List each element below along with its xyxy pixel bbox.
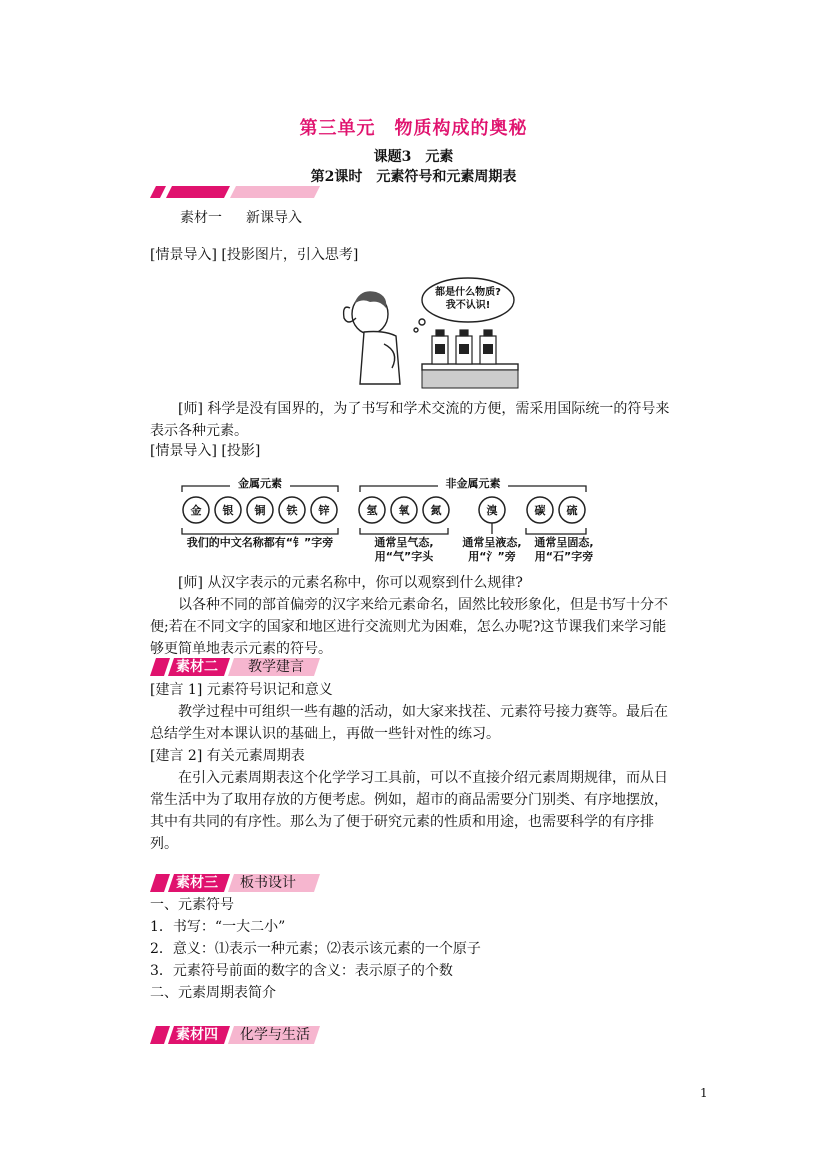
period-title: 第2课时 元素符号和元素周期表 [310, 169, 517, 185]
liquid-note-2: 用“氵”旁 [468, 550, 516, 563]
advice-1-title: [建言 1] 元素符号识记和意义 [150, 682, 333, 698]
element-label: 铜 [254, 504, 266, 517]
element-label: 氧 [398, 504, 410, 517]
solid-note-1: 通常呈固态, [534, 536, 594, 549]
element-label: 碳 [534, 504, 546, 517]
gas-note-2: 用“气”字头 [374, 550, 434, 563]
nonmetal-title: 非金属元素 [445, 477, 501, 490]
section1-banner [150, 186, 350, 206]
liquid-note-1: 通常呈液态, [462, 536, 522, 549]
intro-2: [情景导入] [投影] [150, 443, 261, 459]
element-label: 氢 [366, 504, 378, 517]
section2-title: 教学建言 [248, 659, 304, 675]
element-label: 银 [222, 504, 234, 517]
element-label: 锌 [318, 504, 330, 517]
section1-title: 新课导入 [246, 210, 302, 226]
speech-bubble-text [424, 286, 512, 312]
bubble-line-2: 我不认识! [445, 300, 491, 311]
paragraph-1: 以各种不同的部首偏旁的汉字来给元素命名，固然比较形象化，但是书写十分不便;若在不同文字的国家和地区进行交流则尤为困难，怎么办呢?这节课我们来学习能够更简单地表示元素的符号。 [150, 597, 668, 657]
metal-title: 金属元素 [238, 477, 282, 490]
lesson-title: 课题3 元素 [373, 149, 454, 165]
unit-title: 第三单元 物质构成的奥秘 [299, 118, 528, 139]
board-line-3: 2．意义：⑴表示一种元素；⑵表示该元素的一个原子 [150, 941, 481, 957]
element-classification-diagram [176, 466, 608, 566]
section4-label: 素材四 [176, 1027, 218, 1043]
section2-label: 素材二 [176, 659, 218, 675]
element-label: 氮 [430, 504, 442, 517]
advice-2-title: [建言 2] 有关元素周期表 [150, 748, 305, 764]
gas-elements [359, 497, 449, 523]
section3-label: 素材三 [176, 875, 218, 891]
element-label: 金 [190, 504, 202, 517]
element-label: 溴 [486, 504, 498, 517]
metal-note: 我们的中文名称都有“钅”字旁 [186, 536, 334, 549]
solid-note-2: 用“石”字旁 [534, 550, 594, 563]
board-line-2: 1．书写：“一大二小” [150, 919, 286, 935]
teacher-remark-1: [师] 科学是没有国界的，为了书写和学术交流的方便，需采用国际统一的符号来表示各种元素。 [150, 401, 670, 439]
intro-1: [情景导入] [投影图片，引入思考] [150, 247, 359, 263]
banner-stripes-icon [150, 186, 350, 206]
section1-label: 素材一 [180, 210, 222, 226]
section3-title: 板书设计 [240, 875, 296, 891]
element-label: 铁 [286, 504, 298, 517]
section4-title: 化学与生活 [240, 1027, 310, 1043]
board-line-4: 3．元素符号前面的数字的含义：表示原子的个数 [150, 963, 453, 979]
advice-2-text: 在引入元素周期表这个化学学习工具前，可以不直接介绍元素周期规律，而从日常生活中为了取用存放的方便考虑。例如，超市的商品需要分门别类、有序地摆放，其中有共同的有序性。那么为了便于研究元素的性质和用途，也需要科学的有序排列。 [150, 770, 668, 852]
page-number: 1 [700, 1086, 708, 1100]
gas-note-1: 通常呈气态, [374, 536, 434, 549]
bubble-line-1: 都是什么物质? [435, 287, 501, 298]
board-line-5: 二、元素周期表简介 [150, 985, 276, 1001]
teacher-remark-2: [师] 从汉字表示的元素名称中，你可以观察到什么规律? [178, 575, 523, 591]
metal-elements [183, 497, 337, 523]
element-label: 硫 [566, 504, 578, 517]
advice-1-text: 教学过程中可组织一些有趣的活动，如大家来找茬、元素符号接力赛等。最后在总结学生对本课认识的基础上，再做一些针对性的练习。 [150, 704, 668, 742]
board-line-1: 一、元素符号 [150, 897, 234, 913]
